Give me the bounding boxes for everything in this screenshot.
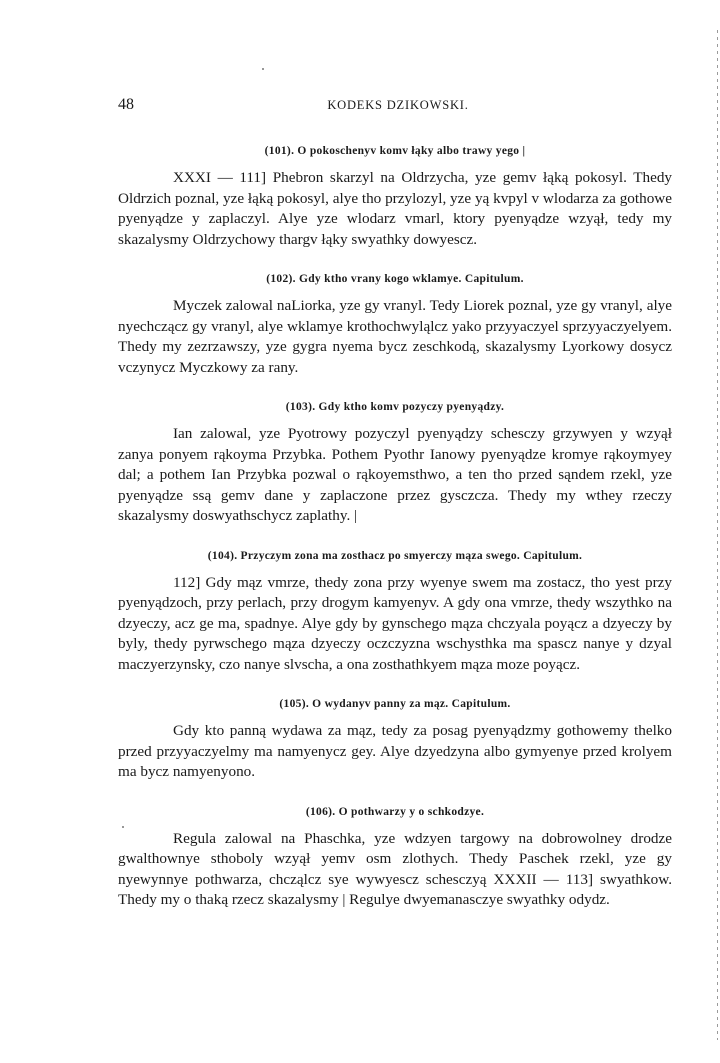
- page-edge-rule: [717, 30, 718, 1040]
- section-heading: (101). O pokoschenyv komv łąky albo trawy yego |: [264, 145, 526, 157]
- section-103: [118, 398, 672, 527]
- running-title: KODEKS DZIKOWSKI.: [327, 98, 469, 112]
- section-106: [118, 803, 672, 911]
- margin-speck: [122, 826, 124, 828]
- section-heading: (104). Przyczym zona ma zosthacz po smyerczy mąza swego. Capitulum.: [207, 549, 583, 562]
- margin-speck: [262, 68, 264, 70]
- paragraph: Gdy kto panną wydawa za mąz, tedy za posag pyenyądzmy gothowemy thelko przed przyyaczyelmy ma namyenycz gey. Alye dzyedzyna albo gymyenye przed krolyem ma bycz namyenyono.: [118, 722, 672, 780]
- paragraph: Regula zalowal na Phaschka, yze wdzyen targowy na dobrowolney drodze gwalthownye sthoboly wzyął yemv osm zlothych. Thedy Paschek rzekl, yze gy nyewynnye pothwarza, chcząlcz sye wywyescz schesczyą XXXII — 113] swyathkow. Thedy my o thaką rzecz skazalysmy | Regulye dwyemanasczye swyathky odydz.: [118, 829, 672, 908]
- section-heading: (106). O pothwarzy y o schkodzye.: [305, 805, 485, 818]
- paragraph: XXXI — 111] Phebron skarzyl na Oldrzycha, yze gemv łąką pokosyl. Thedy Oldrzich poznal, yze łąką pokosyl, alye tho przylozyl, yze yą kvpyl v wlodarza za gothowe pyenyądze y zaplaczyl. Alye yze wlodarz vmarl, ktory pyenyądze wzyął, tedy my skazalysmy Oldrzychowy thargv łąky swyathky dowyescz.: [118, 169, 672, 248]
- paragraph: Ian zalowal, yze Pyotrowy pozyczyl pyenyądzy schesczy grzywyen y wzyął zanya ponyem rąkoyma Przybka. Pothem Pyothr Ianowy pyenyądze kromye rąkoymyey dal; a pothem Ian Przybka pozwal o rąkoyemsthwo, a ten tho przed sąndem rzekl, yze pyenyądze ssą gemv dane y zaplaczone przez gysczcza. Thedy my wthey rzeczy skazalysmy doswyathschycz zaplathy. |: [118, 425, 672, 524]
- section-heading: (102). Gdy ktho vrany kogo wklamye. Capitulum.: [266, 273, 524, 285]
- section-101: [118, 142, 672, 250]
- section-102: [118, 270, 672, 378]
- section-heading: (103). Gdy ktho komv pozyczy pyenyądzy.: [285, 401, 505, 413]
- paragraph: 112] Gdy mąz vmrze, thedy zona przy wyenye swem ma zostacz, tho yest przy pyenyądzoch, przy perlach, przy drogym kamyenyv. A gdy ona vmrze, thedy wszythko na dzyeczy, acz ge ma, spadnye. Alye gdy by gynschego mąza chczyala poyącz a dzyeczy by byly, thedy pyrwschego mąza dzyeczy oczczyzna wschysthka ma spascz nanye y dzyal maczyerzynsky, czo nanye slvscha, a ona zosthathkyem mąza moze poyącz.: [118, 573, 672, 673]
- section-105: [118, 695, 672, 783]
- page-number: 48: [118, 96, 134, 113]
- page-header: [118, 96, 678, 120]
- section-104: [118, 547, 672, 676]
- section-heading: (105). O wydanyv panny za mąz. Capitulum.: [279, 698, 511, 710]
- paragraph: Myczek zalowal naLiorka, yze gy vranyl. Tedy Liorek poznal, yze gy vranyl, alye nyechczącz gy vranyl, alye wklamye krothochwyląlcz yako przyyaczyel sprzyyaczyelyem. Thedy my zezrzawszy, yze gygra nyema bycz zeschkodą, skazalysmy Lyorkowy dosycz vczynycz Myczkowy za rany.: [118, 297, 672, 376]
- body-text: [118, 142, 672, 911]
